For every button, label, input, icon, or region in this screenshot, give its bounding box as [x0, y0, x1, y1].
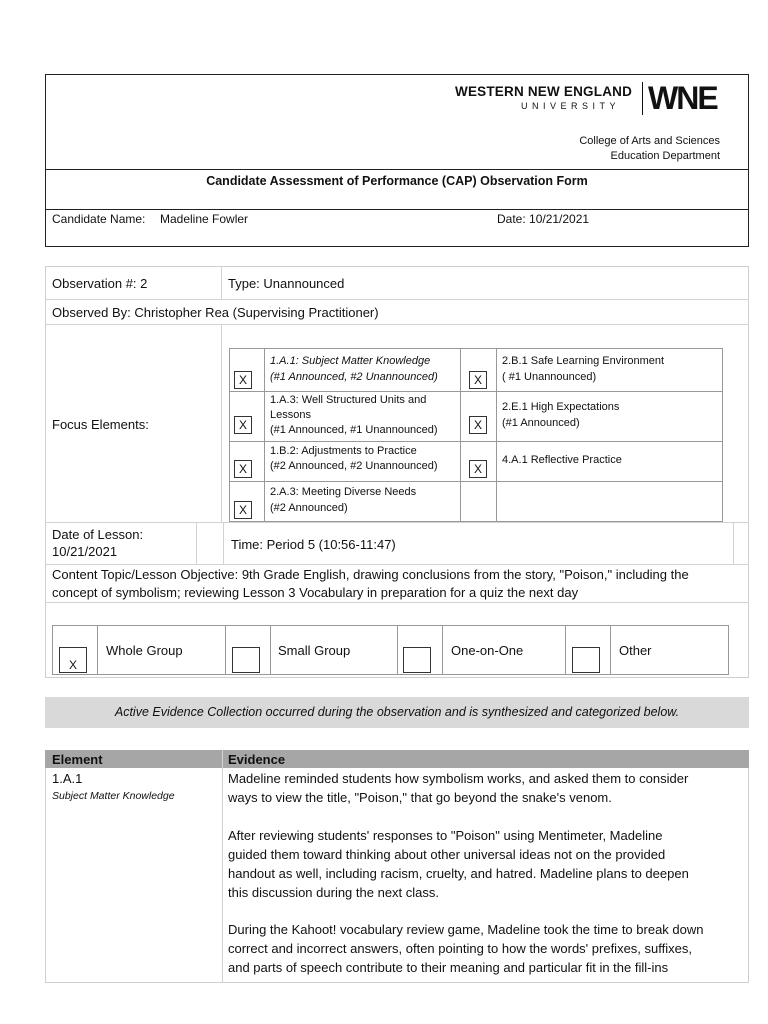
- focus-checkbox-2a3[interactable]: X: [234, 501, 252, 519]
- candidate-label: Candidate Name:: [52, 212, 146, 226]
- small-group-label: Small Group: [278, 643, 351, 658]
- evidence-p1-l1: Madeline reminded students how symbolism works, and asked them to consider: [228, 771, 689, 786]
- element-code: 1.A.1: [52, 771, 83, 786]
- focus-1b2-title: 1.B.2: Adjustments to Practice: [270, 445, 417, 457]
- focus-1a3-detail: (#1 Announced, #1 Unannounced): [270, 424, 438, 436]
- one-on-one-label: One-on-One: [451, 643, 524, 658]
- evidence-p3-l1: During the Kahoot! vocabulary review game, Madeline took the time to break down: [228, 922, 704, 937]
- focus-checkbox-1b2[interactable]: X: [234, 460, 252, 478]
- focus-checkbox-2e1[interactable]: X: [469, 416, 487, 434]
- observation-type: Type: Unannounced: [228, 276, 345, 291]
- focus-checkbox-1a3[interactable]: X: [234, 416, 252, 434]
- one-on-one-checkbox[interactable]: [403, 647, 431, 673]
- divider: [45, 169, 749, 170]
- date-of-lesson-label: Date of Lesson:: [52, 527, 144, 542]
- focus-2a3-detail: (#2 Announced): [270, 502, 348, 514]
- focus-1a3-title: 1.A.3: Well Structured Units and: [270, 394, 427, 406]
- lesson-objective-line2: concept of symbolism; reviewing Lesson 3 Vocabulary in preparation for a quiz the next day: [52, 585, 579, 600]
- focus-checkbox-4a1[interactable]: X: [469, 460, 487, 478]
- focus-checkbox-2b1[interactable]: X: [469, 371, 487, 389]
- form-title: Candidate Assessment of Performance (CAP) Observation Form: [206, 174, 588, 188]
- evidence-p3-l2: correct and incorrect answers, often pointing to how the words' prefixes, suffixes,: [228, 941, 692, 956]
- element-name: Subject Matter Knowledge: [52, 790, 175, 802]
- evidence-p2-l1: After reviewing students' responses to "Poison" using Mentimeter, Madeline: [228, 828, 663, 843]
- department-name: Education Department: [610, 150, 720, 162]
- evidence-p1-l2: ways to view the title, "Poison," that go beyond the snake's venom.: [228, 790, 612, 805]
- focus-elements-label: Focus Elements:: [52, 417, 149, 432]
- wne-logo: WNE: [648, 80, 717, 116]
- focus-1b2-detail: (#2 Announced, #2 Unannounced): [270, 460, 438, 472]
- whole-group-checkbox[interactable]: X: [59, 647, 87, 673]
- focus-1a3-title-cont: Lessons: [270, 409, 311, 421]
- other-label: Other: [619, 643, 652, 658]
- other-checkbox[interactable]: [572, 647, 600, 673]
- focus-2b1-title: 2.B.1 Safe Learning Environment: [502, 355, 665, 367]
- evidence-p3-l3: and parts of speech contribute to their meaning and particular fit in the fill-ins: [228, 960, 669, 975]
- observation-number: Observation #: 2: [52, 276, 148, 291]
- evidence-p2-l3: handout as well, including racism, cruelty, and hatred. Madeline plans to deepen: [228, 866, 689, 881]
- focus-2e1-title: 2.E.1 High Expectations: [502, 401, 620, 413]
- focus-checkbox-1a1[interactable]: X: [234, 371, 252, 389]
- focus-2e1-detail: (#1 Announced): [502, 417, 580, 429]
- evidence-banner: Active Evidence Collection occurred during the observation and is synthesized and categorized below.: [45, 697, 749, 728]
- divider: [45, 209, 749, 210]
- focus-2b1-detail: ( #1 Unannounced): [502, 371, 597, 383]
- focus-4a1-title: 4.A.1 Reflective Practice: [502, 454, 622, 466]
- evidence-header-row: [45, 750, 749, 768]
- focus-1a1-detail: (#1 Announced, #2 Unannounced): [270, 371, 438, 383]
- lesson-objective-line1: Content Topic/Lesson Objective: 9th Grade English, drawing conclusions from the story, "Poison," including the: [52, 567, 689, 582]
- logo-divider: [642, 82, 643, 115]
- evidence-column-header: Evidence: [228, 752, 286, 767]
- org-name: WESTERN NEW ENGLAND: [455, 84, 633, 99]
- element-column-header: Element: [52, 752, 103, 767]
- whole-group-label: Whole Group: [106, 643, 183, 658]
- focus-2a3-title: 2.A.3: Meeting Diverse Needs: [270, 486, 417, 498]
- org-sub: UNIVERSITY: [521, 101, 621, 111]
- focus-1a1-title: 1.A.1: Subject Matter Knowledge: [270, 355, 431, 367]
- form-date: Date: 10/21/2021: [497, 212, 590, 226]
- college-name: College of Arts and Sciences: [579, 135, 720, 147]
- observed-by: Observed By: Christopher Rea (Supervising Practitioner): [52, 305, 379, 320]
- small-group-checkbox[interactable]: [232, 647, 260, 673]
- evidence-p2-l2: guided them toward thinking about other universal ideas not on the provided: [228, 847, 666, 862]
- evidence-p2-l4: this discussion during the next class.: [228, 885, 439, 900]
- date-of-lesson: 10/21/2021: [52, 544, 118, 559]
- candidate-name: Madeline Fowler: [160, 212, 249, 226]
- lesson-time: Time: Period 5 (10:56-11:47): [231, 537, 396, 552]
